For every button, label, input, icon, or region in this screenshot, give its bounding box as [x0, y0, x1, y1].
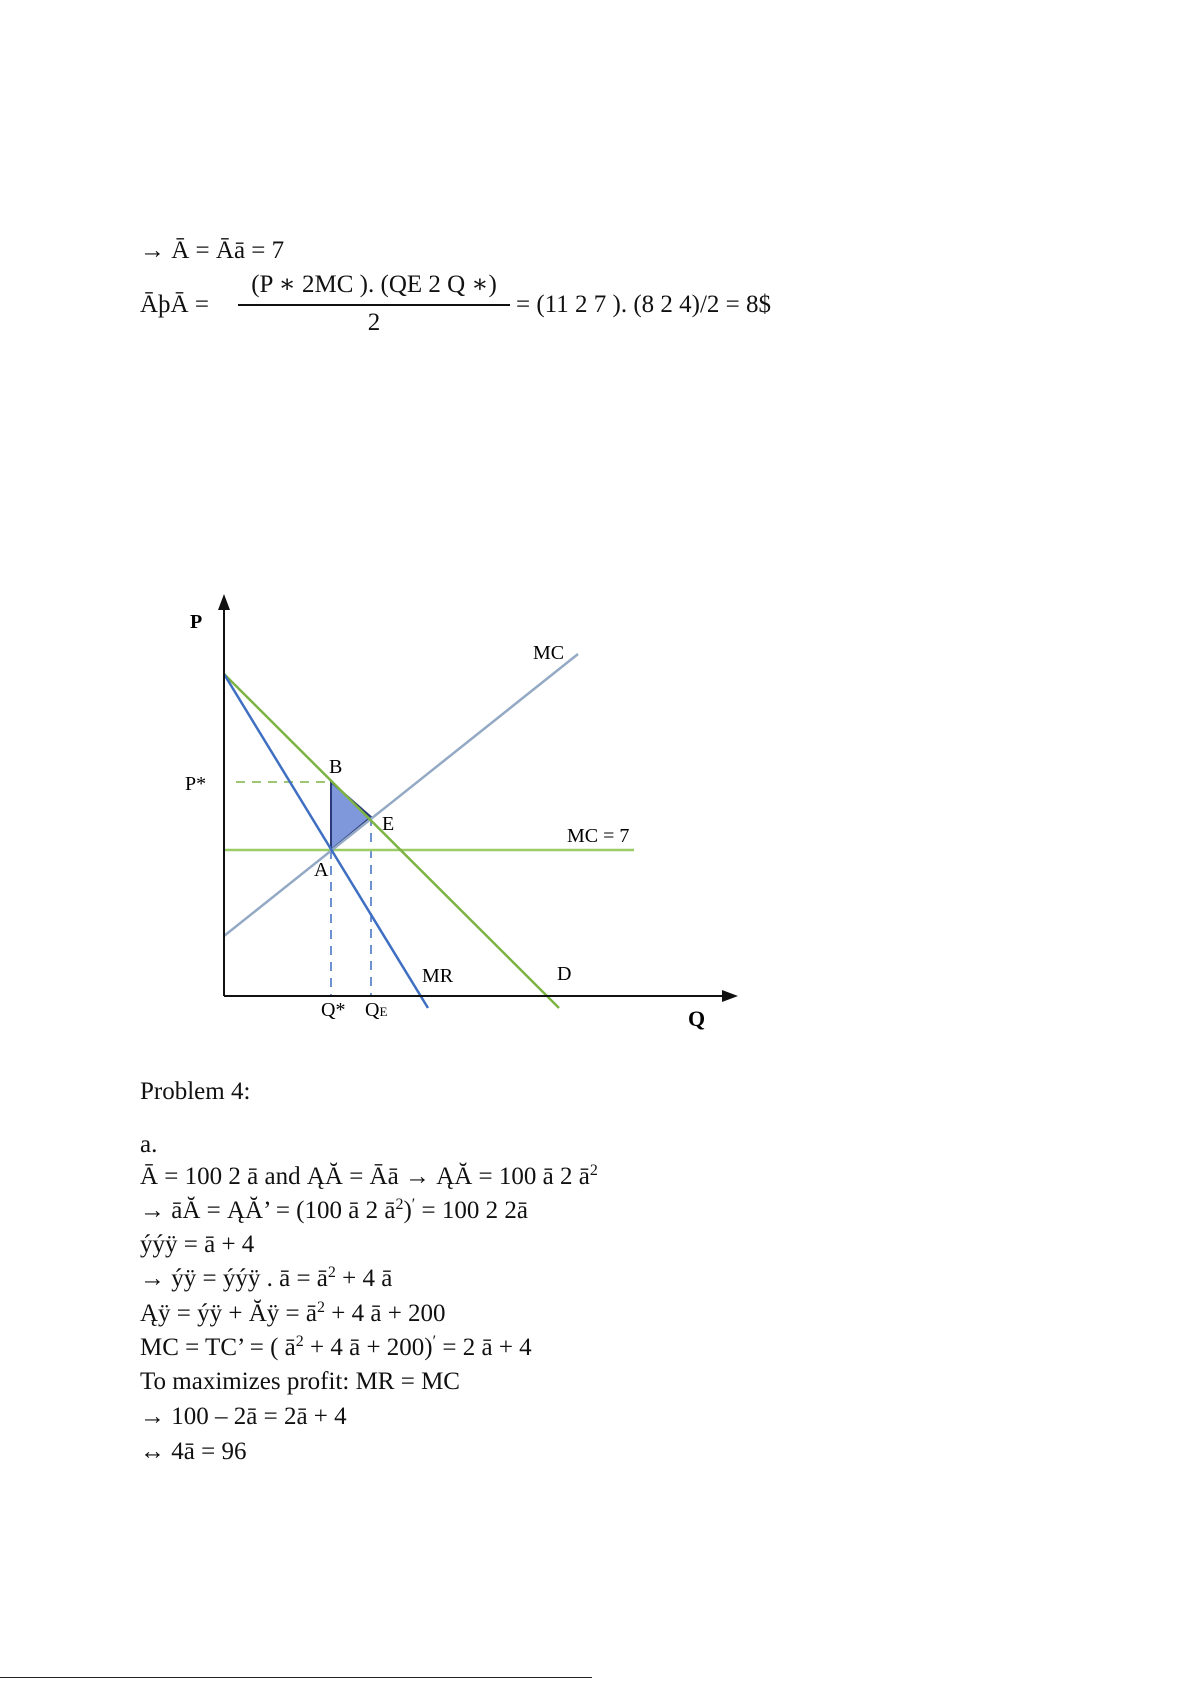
problem-line-4 [140, 1264, 392, 1294]
line2-b: ) [403, 1197, 412, 1224]
line2-sup: 2 [395, 1196, 404, 1213]
mr-curve [224, 674, 428, 1008]
mr-label: MR [422, 965, 454, 987]
fraction-denominator: 2 [367, 309, 381, 336]
q-e-main: Q [365, 999, 380, 1021]
q-e-label [365, 999, 387, 1021]
line2-prime: ′ [411, 1196, 416, 1213]
y-axis-label: P [190, 611, 203, 633]
line6-prime: ′ [432, 1333, 437, 1350]
line5-b: + 4 ā + 200 [325, 1300, 446, 1327]
line1-sup: 2 [589, 1162, 598, 1179]
footnote-rule [0, 1677, 592, 1678]
line6-sup: 2 [295, 1333, 304, 1350]
problem-line-1 [140, 1162, 598, 1192]
line5-a: Ąÿ = ýÿ + Ăÿ = ā [140, 1300, 318, 1327]
problem-line-9: ↔ 4ā = 96 [140, 1438, 247, 1465]
point-e-label: E [382, 813, 395, 835]
part-label: a. [140, 1131, 158, 1158]
line2-c: = 100 2 2ā [415, 1197, 528, 1224]
line6-b: + 4 ā + 200) [303, 1334, 433, 1361]
line6-a: MC = TC’ = ( ā [140, 1334, 296, 1361]
d-label: D [557, 963, 572, 985]
line6-c: = 2 ā + 4 [436, 1334, 532, 1361]
q-star-label: Q* [321, 999, 346, 1021]
line5-sup: 2 [317, 1299, 326, 1316]
line4-sup: 2 [327, 1264, 336, 1281]
equation-rhs: = (11 2 7 ). (8 2 4)/2 = 8$ [516, 291, 772, 318]
point-a-label: A [314, 859, 329, 881]
mc7-label: MC = 7 [567, 825, 630, 847]
y-axis-arrow [218, 594, 230, 610]
line4-b: + 4 ā [335, 1265, 393, 1292]
problem-line-6 [140, 1333, 532, 1363]
problem-title: Problem 4: [140, 1078, 251, 1105]
problem-line-3: ýýÿ = ā + 4 [140, 1231, 255, 1258]
problem-line-5 [140, 1299, 446, 1329]
problem-line-7: To maximizes profit: MR = MC [140, 1368, 460, 1395]
equation-lhs: ĀþĀ = [140, 291, 209, 318]
problem-line-8: → 100 – 2ā = 2ā + 4 [140, 1403, 347, 1430]
p-star-label: P* [185, 773, 207, 795]
fraction-numerator: (P ∗ 2MC ). (QE 2 Q ∗) [251, 271, 497, 298]
line1-text: Ā = 100 2 ā and ĄĂ = Āā → ĄĂ = 100 ā 2 ā [140, 1163, 590, 1190]
x-axis-label: Q [688, 1006, 706, 1031]
mc-curve [224, 654, 578, 936]
equation-line-1: → Ā = Āā = 7 [140, 237, 285, 264]
line2-a: → āĂ = ĄĂ’ = (100 ā 2 ā [140, 1197, 396, 1224]
line4-a: → ýÿ = ýýÿ . ā = ā [140, 1265, 328, 1292]
point-b-label: B [329, 756, 343, 778]
demand-curve [224, 674, 559, 1008]
q-e-subscript: E [379, 1004, 388, 1019]
mc-label: MC [533, 642, 565, 664]
x-axis-arrow [722, 990, 738, 1002]
problem-line-2 [140, 1196, 528, 1226]
